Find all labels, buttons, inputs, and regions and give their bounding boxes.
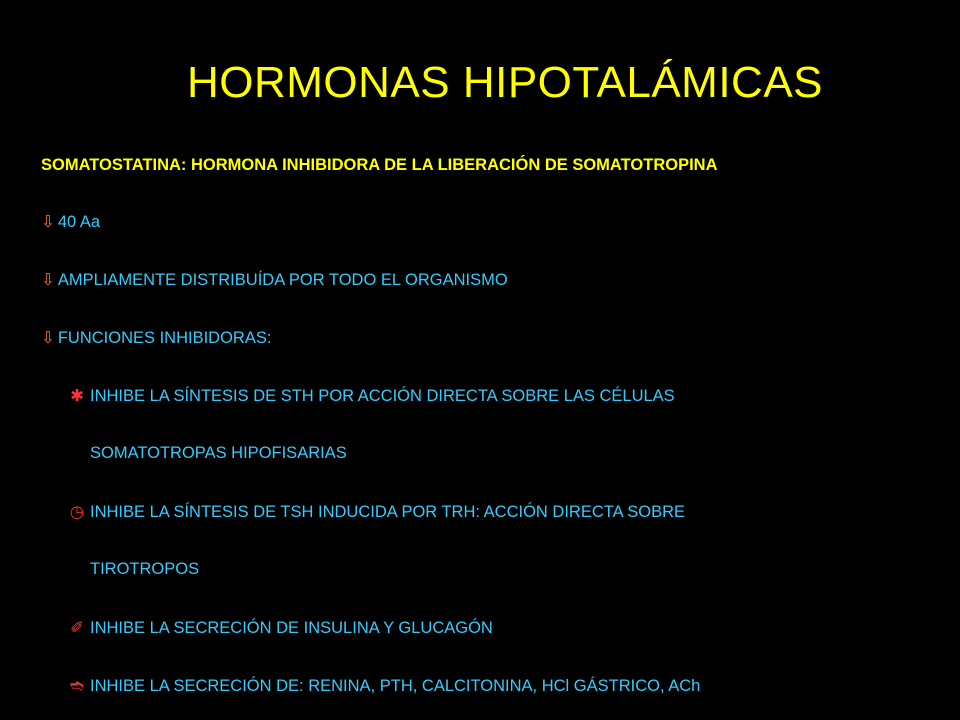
clock-icon: ◷	[69, 503, 85, 521]
sub-list-item-continuation: SOMATOTROPAS HIPOFISARIAS	[90, 444, 347, 462]
sub-list-item-text: INHIBE LA SÍNTESIS DE STH POR ACCIÓN DIRECTA SOBRE LAS CÉLULAS	[90, 387, 675, 405]
down-arrow-icon: ⇩	[41, 329, 55, 347]
list-item	[41, 270, 508, 290]
subtitle: SOMATOSTATINA: HORMONA INHIBIDORA DE LA LIBERACIÓN DE SOMATOTROPINA	[41, 156, 718, 174]
page-title: HORMONAS HIPOTALÁMICAS	[186, 58, 824, 107]
list-item	[41, 212, 100, 232]
sub-list-item	[64, 386, 675, 406]
sub-list-item	[64, 502, 685, 522]
down-arrow-icon: ⇩	[41, 213, 55, 231]
sub-list-item	[64, 676, 700, 696]
sub-list-item-text: INHIBE LA SECRECIÓN DE INSULINA Y GLUCAGÓN	[90, 619, 493, 637]
list-item-text: FUNCIONES INHIBIDORAS:	[57, 329, 272, 347]
sub-list-item-continuation: TIROTROPOS	[90, 560, 200, 578]
list-item	[41, 328, 271, 348]
list-item-text: 40 Aa	[57, 213, 101, 231]
sub-list-item-text: INHIBE LA SECRECIÓN DE: RENINA, PTH, CALCITONINA, HCl GÁSTRICO, ACh	[90, 677, 701, 695]
list-item-text: AMPLIAMENTE DISTRIBUÍDA POR TODO EL ORGANISMO	[57, 271, 508, 289]
down-arrow-icon: ⇩	[41, 271, 55, 289]
asterisk-icon: ✱	[70, 387, 84, 405]
pencil-icon: ✐	[70, 619, 84, 637]
sub-list-item	[64, 618, 493, 638]
arrow-icon: ➬	[70, 677, 84, 695]
sub-list-item-text: INHIBE LA SÍNTESIS DE TSH INDUCIDA POR TRH: ACCIÓN DIRECTA SOBRE	[90, 503, 686, 521]
